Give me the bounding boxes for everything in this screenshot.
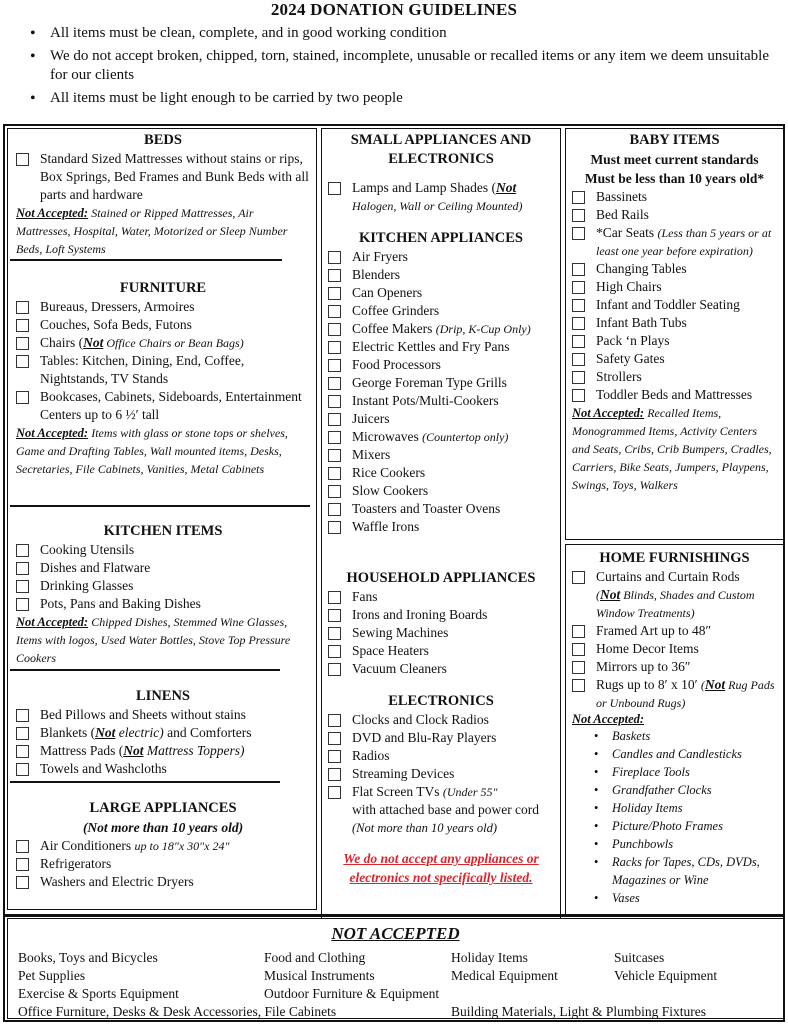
checkbox-item-blankets[interactable] — [16, 724, 310, 742]
not-accepted-note — [572, 404, 777, 494]
section-baby-items — [572, 131, 777, 494]
checkbox-item[interactable]: Juicers — [328, 410, 554, 428]
checkbox-item[interactable]: Space Heaters — [328, 642, 554, 660]
checkbox-item[interactable]: Slow Cookers — [328, 482, 554, 500]
bullet-item: • Vases — [572, 889, 777, 907]
guideline: • All items must be light enough to be carried by two people — [26, 89, 786, 108]
item-note: (Less than 5 years or at least one year before expiration) — [596, 226, 772, 258]
bullet-item: • Grandfather Clocks — [572, 781, 777, 799]
bullet-item: • Candles and Candlesticks — [572, 745, 777, 763]
footer-item: Food and Clothing — [264, 950, 366, 965]
footer-item: Holiday Items — [451, 950, 528, 965]
checkbox-item[interactable]: Home Decor Items — [572, 640, 777, 658]
checkbox-item-pads[interactable] — [16, 742, 310, 760]
checkbox-item[interactable]: Strollers — [572, 368, 777, 386]
item-text: Blankets ( — [40, 725, 96, 740]
checkbox-item[interactable]: Refrigerators — [16, 855, 310, 873]
checkbox-item[interactable]: Sewing Machines — [328, 624, 554, 642]
checkbox-item[interactable]: Bassinets — [572, 188, 777, 206]
bullet-item: • Punchbowls — [572, 835, 777, 853]
item-text: Air Conditioners — [40, 838, 135, 853]
footer-heading: NOT ACCEPTED — [331, 924, 460, 943]
footer-item: Musical Instruments — [264, 968, 375, 983]
appliance-warning: We do not accept any appliances or electronics not specifically listed. — [343, 851, 539, 885]
section-heading: SMALL APPLIANCES AND ELECTRONICS — [350, 132, 532, 167]
footer-item: Office Furniture, Desks & Desk Accessories, File Cabinets — [18, 1004, 337, 1019]
item-note: (Countertop only) — [422, 430, 509, 444]
section-kitchen-appliances — [328, 229, 554, 536]
divider — [10, 259, 282, 261]
checkbox-item-curtains[interactable] — [572, 568, 777, 622]
checkbox-item[interactable]: Air Fryers — [328, 248, 554, 266]
not-accepted-label: Not Accepted: — [16, 206, 89, 220]
item-note: (Drip, K-Cup Only) — [435, 322, 531, 336]
checkbox-item[interactable]: Towels and Washcloths — [16, 760, 310, 778]
item-note: Rug Pads or Unbound Rugs) — [596, 678, 775, 710]
item-note: (Not more than 10 years old) — [352, 821, 498, 835]
section-home-furnishings — [572, 549, 777, 907]
checkbox-item[interactable]: Irons and Ironing Boards — [328, 606, 554, 624]
not-accepted-text: Chipped Dishes, Stemmed Wine Glasses, Items with logos, Used Water Bottles, Stove Top Pressure Cookers — [16, 615, 291, 665]
checkbox-item[interactable]: Food Processors — [328, 356, 554, 374]
section-linens — [16, 687, 310, 778]
item-note: Mattress Toppers) — [143, 743, 245, 758]
checkbox-item-ac[interactable] — [16, 837, 310, 855]
not-accepted-note — [16, 424, 310, 478]
column-middle — [321, 128, 561, 919]
not-accepted-label: Not Accepted: — [16, 426, 89, 440]
checkbox-item[interactable]: Bed Rails — [572, 206, 777, 224]
checkbox-item[interactable]: Instant Pots/Multi-Cookers — [328, 392, 554, 410]
bullet-item: • Racks for Tapes, CDs, DVDs, Magazines or Wine — [572, 853, 777, 889]
checkbox-item[interactable]: Bureaus, Dressers, Armoires — [16, 298, 310, 316]
checkbox-item-coffee[interactable] — [328, 320, 554, 338]
item-text: Rugs up to 8′ x 10′ — [596, 677, 701, 692]
checkbox-item[interactable]: Can Openers — [328, 284, 554, 302]
checkbox-item[interactable]: Standard Sized Mattresses without stains or rips, Box Springs, Bed Frames and Bunk Beds with all parts and hardware — [16, 150, 310, 204]
checkbox-item[interactable]: Toddler Beds and Mattresses — [572, 386, 777, 404]
item-text: *Car Seats — [596, 225, 658, 240]
item-note: (Under 55″ — [442, 785, 498, 799]
checkbox-item[interactable]: Infant and Toddler Seating — [572, 296, 777, 314]
item-note: ( — [700, 678, 705, 692]
bullet-item: • Fireplace Tools — [572, 763, 777, 781]
divider — [10, 781, 280, 783]
checkbox-item[interactable]: Changing Tables — [572, 260, 777, 278]
footer-item: Vehicle Equipment — [614, 968, 718, 983]
checkbox-item[interactable]: Drinking Glasses — [16, 577, 310, 595]
column-left — [7, 128, 317, 910]
bullet-item: • Picture/Photo Frames — [572, 817, 777, 835]
section-heading: ELECTRONICS — [388, 693, 494, 709]
checkbox-item-chairs[interactable] — [16, 334, 310, 352]
item-text: Chairs ( — [40, 335, 84, 350]
guideline: • All items must be clean, complete, and in good working condition — [26, 24, 786, 43]
not-emphasis: Not — [83, 335, 104, 350]
section-heading: KITCHEN ITEMS — [103, 523, 223, 539]
divider — [10, 505, 310, 507]
not-accepted-label: Not Accepted: — [16, 615, 89, 629]
checkbox-item[interactable]: Pack ‘n Plays — [572, 332, 777, 350]
not-emphasis: Not — [95, 725, 116, 740]
checkbox-item[interactable]: Mixers — [328, 446, 554, 464]
not-emphasis: Not — [495, 180, 517, 195]
section-small-appliances — [328, 131, 554, 215]
section-heading: LINENS — [136, 688, 190, 704]
item-note: up to 18″x 30″x 24″ — [134, 839, 230, 853]
guideline: • We do not accept broken, chipped, torn, stained, incomplete, unusable or recalled items or any item we deem unsuitable for our clients — [26, 47, 786, 85]
bullet-item: • Baskets — [572, 727, 777, 745]
checkbox-item[interactable]: Safety Gates — [572, 350, 777, 368]
item-text: and Comforters — [163, 725, 252, 740]
not-emphasis: Not — [123, 743, 144, 758]
checkbox-item[interactable]: Washers and Electric Dryers — [16, 873, 310, 891]
footer-item: Outdoor Furniture & Equipment — [264, 986, 440, 1001]
section-household-appliances — [328, 569, 554, 678]
footer-item: Exercise & Sports Equipment — [18, 986, 179, 1001]
footer-item: Medical Equipment — [451, 968, 558, 983]
bullet-item: • Holiday Items — [572, 799, 777, 817]
checkbox-item[interactable]: Vacuum Cleaners — [328, 660, 554, 678]
guidelines-list — [26, 24, 786, 112]
not-accepted-text: Stained or Ripped Mattresses, Air Mattresses, Hospital, Water, Motorized or Sleep Number Beds, Loft Systems — [16, 206, 288, 256]
item-note: ( — [596, 588, 600, 602]
checkbox-item[interactable]: High Chairs — [572, 278, 777, 296]
not-accepted-label: Not Accepted: — [572, 406, 645, 420]
checkbox-item-tvs[interactable] — [328, 783, 554, 837]
column-right-bottom — [565, 544, 784, 916]
checkbox-item[interactable]: Framed Art up to 48″ — [572, 622, 777, 640]
checkbox-item[interactable]: Blenders — [328, 266, 554, 284]
footer-item: Pet Supplies — [18, 968, 86, 983]
item-note: Halogen, Wall or Ceiling Mounted) — [352, 199, 523, 213]
checkbox-item[interactable]: Bed Pillows and Sheets without stains — [16, 706, 310, 724]
checkbox-item[interactable]: Couches, Sofa Beds, Futons — [16, 316, 310, 334]
section-large-appliances — [16, 799, 310, 891]
item-text: Mattress Pads ( — [40, 743, 124, 758]
checkbox-item[interactable]: Toasters and Toaster Ovens — [328, 500, 554, 518]
section-subheading: Must meet current standards — [590, 152, 759, 167]
section-heading: FURNITURE — [119, 280, 207, 296]
checkbox-item[interactable]: Tables: Kitchen, Dining, End, Coffee, Nightstands, TV Stands — [16, 352, 310, 388]
item-note: electric) — [115, 725, 164, 740]
footer-item: Books, Toys and Bicycles — [18, 950, 158, 965]
item-text: Curtains and Curtain Rods — [596, 569, 740, 584]
divider — [10, 669, 280, 671]
section-electronics — [328, 692, 554, 887]
checkbox-item[interactable]: Pots, Pans and Baking Dishes — [16, 595, 310, 613]
not-accepted-footer — [7, 918, 784, 1019]
not-accepted-text: Items with glass or stone tops or shelves, Game and Drafting Tables, Wall mounted items, Desks, Secretaries, File Cabinets, Vanities, Metal Cabinets — [16, 426, 288, 476]
checkbox-item[interactable]: Bookcases, Cabinets, Sideboards, Entertainment Centers up to 6 ½′ tall — [16, 388, 310, 424]
section-beds — [16, 131, 310, 258]
checkbox-item-microwaves[interactable] — [328, 428, 554, 446]
footer-item: Suitcases — [614, 950, 665, 965]
item-note: Office Chairs or Bean Bags) — [103, 336, 244, 350]
column-right-top — [565, 128, 784, 540]
checkbox-item[interactable]: Dishes and Flatware — [16, 559, 310, 577]
checkbox-item[interactable]: Fans — [328, 588, 554, 606]
checkbox-item-rugs[interactable] — [572, 676, 777, 712]
checkbox-item[interactable]: Coffee Grinders — [328, 302, 554, 320]
checkbox-item[interactable]: Mirrors up to 36″ — [572, 658, 777, 676]
not-accepted-note — [16, 613, 310, 667]
section-kitchen-items — [16, 522, 310, 667]
section-heading: BABY ITEMS — [629, 132, 720, 148]
checkbox-item[interactable]: Cooking Utensils — [16, 541, 310, 559]
section-heading: HOUSEHOLD APPLIANCES — [346, 570, 536, 586]
item-note: Blinds, Shades and Custom Window Treatments) — [596, 588, 755, 620]
section-heading: KITCHEN APPLIANCES — [359, 230, 523, 246]
checkbox-item[interactable]: Waffle Irons — [328, 518, 554, 536]
footer-item: Building Materials, Light & Plumbing Fixtures — [451, 1004, 706, 1019]
not-accepted-note — [16, 204, 310, 258]
section-furniture — [16, 279, 310, 478]
item-text: Coffee Makers — [352, 321, 436, 336]
not-accepted-text: Recalled Items, Monogrammed Items, Activity Centers and Seats, Cribs, Crib Bumpers, Cradles, Carriers, Bike Seats, Jumpers, Playpens, Swings, Toys, Walkers — [572, 406, 772, 492]
section-heading: BEDS — [144, 132, 182, 148]
checkbox-item[interactable]: DVD and Blu-Ray Players — [328, 729, 554, 747]
checkbox-item[interactable]: Clocks and Clock Radios — [328, 711, 554, 729]
section-heading: LARGE APPLIANCES — [89, 800, 237, 816]
section-heading: HOME FURNISHINGS — [599, 550, 750, 566]
checkbox-item-lamps[interactable] — [328, 179, 554, 215]
checkbox-item[interactable]: George Foreman Type Grills — [328, 374, 554, 392]
item-text: Flat Screen TVs — [352, 784, 443, 799]
not-emphasis: Not — [600, 587, 621, 602]
item-text: with attached base and power cord — [352, 802, 540, 817]
section-subheading: (Not more than 10 years old) — [82, 820, 244, 835]
checkbox-item[interactable]: Rice Cookers — [328, 464, 554, 482]
checkbox-item-car-seats[interactable] — [572, 224, 777, 260]
checkbox-item[interactable]: Infant Bath Tubs — [572, 314, 777, 332]
item-text: Microwaves — [352, 429, 423, 444]
not-emphasis: Not — [704, 677, 726, 692]
item-text: Lamps and Lamp Shades ( — [352, 180, 496, 195]
not-accepted-label: Not Accepted: — [572, 712, 645, 726]
section-subheading: Must be less than 10 years old* — [584, 171, 765, 186]
page-title: 2024 DONATION GUIDELINES — [270, 0, 518, 19]
checkbox-item[interactable]: Streaming Devices — [328, 765, 554, 783]
checkbox-item[interactable]: Electric Kettles and Fry Pans — [328, 338, 554, 356]
checkbox-item[interactable]: Radios — [328, 747, 554, 765]
